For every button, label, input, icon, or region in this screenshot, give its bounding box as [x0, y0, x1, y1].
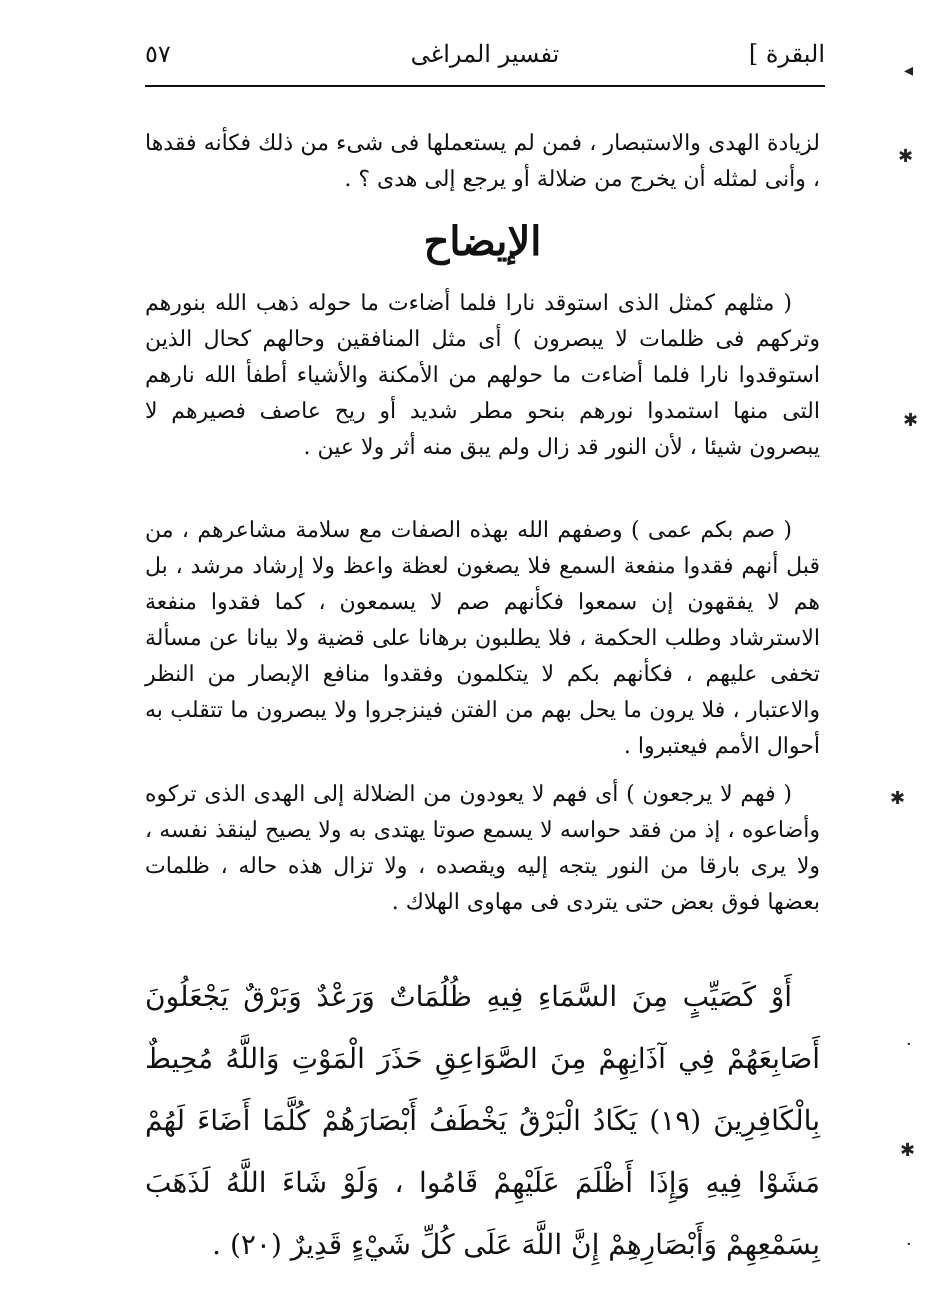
scan-mark-icon: ◂ [904, 60, 914, 81]
book-title: تفسير المراغى [410, 40, 560, 68]
header-rule [145, 85, 825, 87]
section-heading: الإيضاح [423, 218, 542, 265]
intro-paragraph: لزيادة الهدى والاستبصار ، فمن لم يستعملها فى شىء من ذلك فكأنه فقدها ، وأنى لمثله أن يخرج من ضلالة أو يرجع إلى هدى ؟ . [145, 131, 820, 192]
surah-name: البقرة ] [748, 40, 825, 68]
scan-mark-icon: · [906, 1234, 912, 1255]
scan-mark-icon: ✱ [890, 788, 906, 809]
scan-mark-icon: · [906, 1034, 912, 1055]
quran-verse: أَوْ كَصَيِّبٍ مِنَ السَّمَاءِ فِيهِ ظُلُمَاتٌ وَرَعْدٌ وَبَرْقٌ يَجْعَلُونَ أَصَابِعَهُمْ فِي آذَانِهِمْ مِنَ الصَّوَاعِقِ حَذَرَ الْمَوْتِ وَاللَّهُ مُحِيطٌ بِالْكَافِرِينَ (١٩) يَكَادُ الْبَرْقُ يَخْطَفُ أَبْصَارَهُمْ كُلَّمَا أَضَاءَ لَهُمْ مَشَوْا فِيهِ وَإِذَا أَظْلَمَ عَلَيْهِمْ قَامُوا ، وَلَوْ شَاءَ اللَّهُ لَذَهَبَ بِسَمْعِهِمْ وَأَبْصَارِهِمْ إِنَّ اللَّهَ عَلَى كُلِّ شَيْءٍ قَدِيرٌ (٢٠) . [145, 980, 820, 1261]
page-number: ٥٧ [145, 40, 171, 68]
page-header [145, 40, 825, 84]
explanation-paragraph-2: ( صم بكم عمى ) وصفهم الله بهذه الصفات مع سلامة مشاعرهم ، من قبل أنهم فقدوا منفعة السمع فلا يصغون لعظة واعظ ولا إرشاد مرشد ، بل هم لا يفقهون إن سمعوا فكأنهم صم لا يسمعون ، كما فقدوا منفعة الاسترشاد وطلب الحكمة ، فلا يطلبون برهانا على قضية ولا بيانا عن مسألة تخفى عليهم ، فكأنهم بكم لا يتكلمون وفقدوا منافع الإبصار من النظر والاعتبار ، فلا يرون ما يحل بهم من الفتن فينزجروا ولا يبصرون ما تتقلب به أحوال الأمم فيعتبروا . [145, 518, 820, 759]
explanation-paragraph-3: ( فهم لا يرجعون ) أى فهم لا يعودون من الضلالة إلى الهدى الذى تركوه وأضاعوه ، إذ من فقد حواسه لا يسمع صوتا يهتدى به ولا يصيح لينقذ نفسه ، ولا يرى بارقا من النور يتجه إليه ويقصده ، ولا تزال هذه حاله ، ظلمات بعضها فوق بعض حتى يتردى فى مهاوى الهلاك . [145, 782, 820, 915]
explanation-paragraph-1: ( مثلهم كمثل الذى استوقد نارا فلما أضاءت ما حوله ذهب الله بنورهم وتركهم فى ظلمات لا يبصرون ) أى مثل المنافقين وحالهم كحال الذين استوقدوا نارا فلما أضاءت ما حولهم من الأمكنة والأشياء أطفأ الله نارهم التى منها استمدوا نورهم بنحو مطر شديد أو ريح عاصف فصيرهم لا يبصرون شيئا ، لأن النور قد زال ولم يبق منه أثر ولا عين . [145, 291, 820, 460]
scan-mark-icon: ✱ [903, 410, 919, 431]
scan-mark-icon: ✱ [900, 1140, 916, 1161]
scan-mark-icon: ✱ [898, 146, 914, 167]
